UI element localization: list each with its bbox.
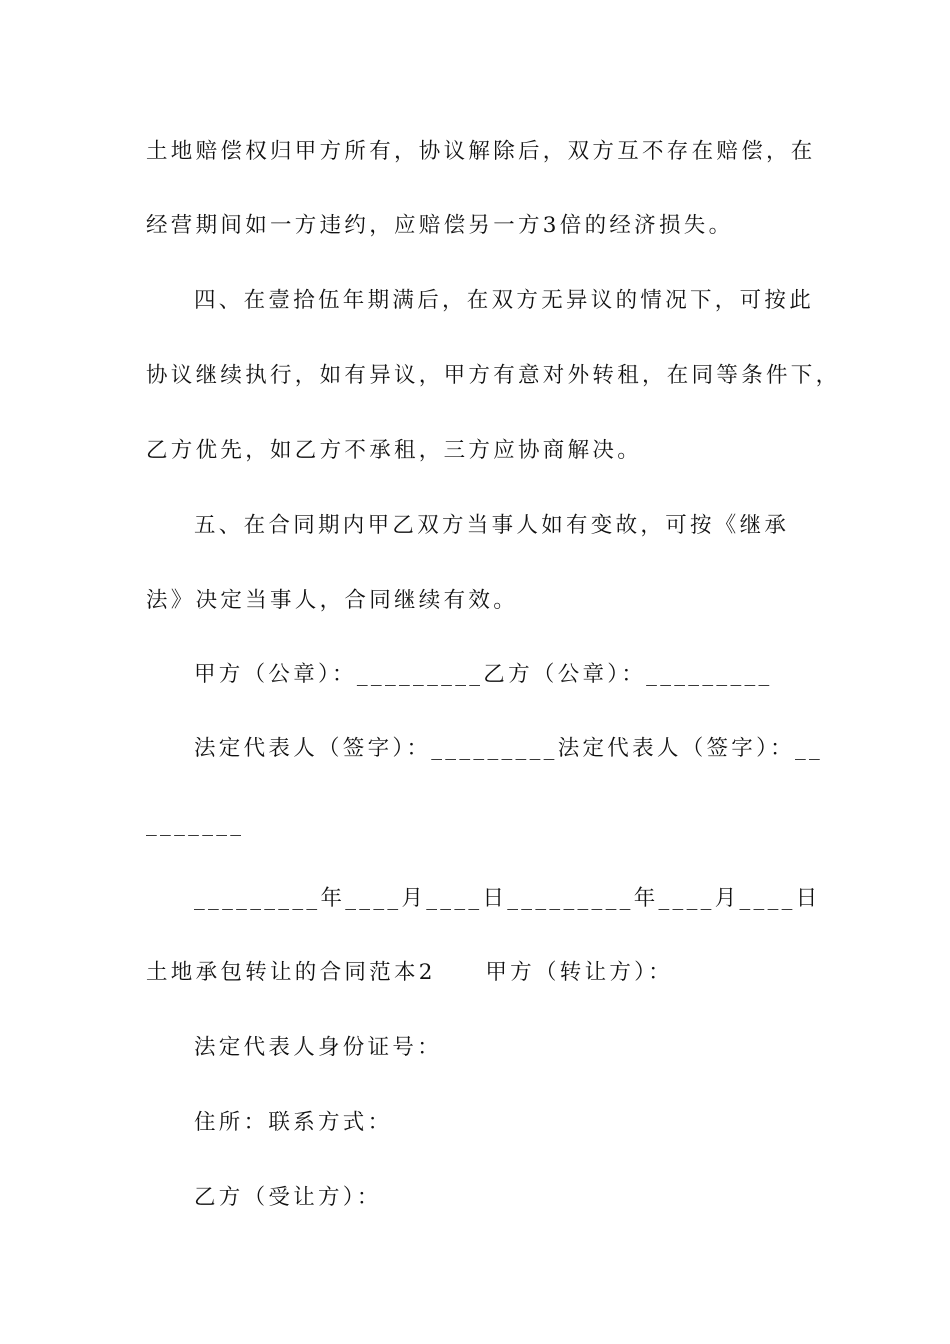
party-b-field: 乙方（受让方）： <box>194 1185 382 1210</box>
clause-four-line: 四、在壹拾伍年期满后，在双方无异议的情况下，可按此 <box>194 288 815 313</box>
text-line: 法》决定当事人，合同继续有效。 <box>146 588 519 613</box>
text-line: 土地赔偿权归甲方所有，协议解除后，双方互不存在赔偿，在 <box>146 139 816 164</box>
party-seal-line: 甲方（公章）：_________乙方（公章）：_________ <box>194 662 773 687</box>
text-line: 协议继续执行，如有异议，甲方有意对外转租，在同等条件下， <box>146 363 841 388</box>
contract-template-heading: 土地承包转让的合同范本2 甲方（转让方）： <box>146 960 674 985</box>
clause-five-line: 五、在合同期内甲乙双方当事人如有变故，可按《继承 <box>194 513 790 538</box>
text-line: 经营期间如一方违约，应赔偿另一方3倍的经济损失。 <box>146 213 734 238</box>
text-line: 乙方优先，如乙方不承租，三方应协商解决。 <box>146 438 643 463</box>
legal-rep-id-field: 法定代表人身份证号： <box>194 1035 443 1060</box>
legal-rep-signature-line: 法定代表人（签字）：_________法定代表人（签字）：__ <box>194 736 824 761</box>
signature-blank-continuation: _______ <box>146 812 245 837</box>
address-contact-field: 住所：联系方式： <box>194 1110 393 1135</box>
date-line: _________年____月____日_________年____月____日 <box>194 886 821 911</box>
